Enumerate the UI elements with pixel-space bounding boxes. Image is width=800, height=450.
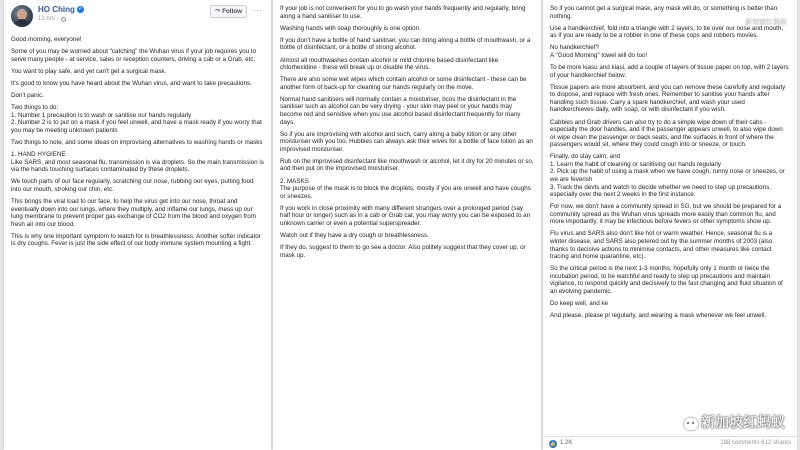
post-paragraph: If your job is not convenient for you to go wash your hands frequently and regularly, bring along a hand sanitiser to use. [280,5,526,20]
post-paragraph: Flu virus and SARS also don't like hot or warm weather. Hence, seasonal flu is a winter disease, and SARS also petered out by the summer months of 2003 (also thanks to decisive actions to minimise contacts, and other measures like contact tracing and home quarantine, etc). [550,230,773,261]
post-paragraph: No handkerchief? A "Good Morning" towel will do too! [550,44,648,59]
post-paragraph: So if you are improvising with alcohol and such, carry along a baby lotion or any other moisturiser with you too. Hubbies can always ask their wives for a bottle of face lotion as an improvised moisturiser. [280,130,533,153]
post-paragraph: Use a handkerchief, fold into a triangle with 2 layers, to tie over our nose and mouth, as if you are ready to be a robber in one of these cops and robbers movies. [550,24,784,40]
like-count[interactable]: 1.2K [560,439,573,446]
post-paragraph: If you work in close proximity with many different strangers over a prolonged period (say half hour or longer) such as in a cab or Grab car, you may worry you can be exposed to an unknown carrier or even a potential superspreader. [280,204,531,227]
post-paragraph: Don't panic. [11,92,44,100]
post-paragraph: Finally, do stay calm, and 1. Learn the habit of cleaning or sanitising our hands regularly 2. Pick up the habit of using a mask when we have cough, runny nose or sneezes, or we are feverish 3. Track the devts and watch to decide whether we need to step up precautions, especially over the next 2 weeks in the first instance. [550,153,785,199]
post-paragraph: This is why one important symptom to watch for is breathlessness. Another softer indicator is dry coughs. Fever is just the side effect of our body immune system mounting a fight. [11,232,261,248]
follow-button[interactable] [210,5,247,18]
wechat-icon [684,418,698,430]
post-paragraph: Watch out if they have a dry cough or breathlessness. [280,232,429,240]
post-paragraph: To be more kiasu and kiasi, add a couple of layers of tissue paper on top, with 2 layers of your handkerchief below. [550,64,789,79]
post-column-2 [273,0,541,450]
dot-separator: · [56,16,59,22]
post-paragraph: If you don't have a bottle of hand sanitiser, you can bring along a bottle of mouthwash, or a bottle of disinfectant, or a bottle of strong alcohol. [280,36,531,52]
post-time[interactable]: 13 hrs [38,16,55,22]
post-paragraph: Washing hands with soap thoroughly is one option. [280,24,421,32]
post-paragraph: So the critical period is the next 1-3 months, hopefully only 1 month or twice the incubation period, to be watchful and ready to step up precautions and maintain vigilance, to respond quickly and decisively to the fast changing and fluid situation of an evolving pandemic. [550,265,783,295]
verified-badge-icon: ✓ [78,6,83,13]
post-paragraph: 1. HAND HYGIENE Like SARS, and most seasonal flu, transmission is via droplets. So the main transmission is via the hands touching surfaces contaminated by these droplets. [11,151,264,174]
post-paragraph: Some of you may be worried about "catching" the Wuhan virus if your job requires you to serve many people - at service, sales or reception counters, driving a cab or a Grab, etc. [11,48,257,63]
watermark-top: 新加坡红蚂蚁 [745,19,787,26]
avatar-body [14,19,30,27]
post-paragraph: This brings the viral load to our face, to help the virus get into our nose, throat and eventually down into our lungs, where they multiply, and inflame our lungs, mess up our lung membrane to prevent proper gas exchange of CO2 from the blood and oxygen from fresh air into our blood. [11,198,256,228]
post-paragraph: Cabbies and Grab drivers can also try to do a simple wipe down of their cabs - especially the door handles, and if the passenger appears unwell, to also wipe down or wipe clean the passenger or back seats, and the surfaces in front of where the passengers would sit, where they could cough into or sneeze, or touch. [550,118,783,149]
post-meta [38,16,66,24]
author-row [38,6,84,14]
post-paragraph: If they do, suggest to them to go see a doctor. Also politely suggest that they cover up, or mask up. [280,244,526,259]
post-column-3 [543,0,797,450]
post-column-1 [4,0,271,450]
comment-share-stats[interactable]: 188 comments 612 shares [720,439,791,446]
rss-icon: ⤳ [215,7,221,14]
post-paragraph: Almost all mouthwashes contain alcohol or mild chlorine based disinfectant like chlorhexidine - these will break up or disable the virus. [280,56,499,72]
author-name[interactable]: HO Ching [38,5,75,14]
post-paragraph: Do keep well, and ke [550,299,609,307]
reactions-bar [543,436,797,450]
post-paragraph: Two things to do: 1. Number 1 precaution is to wash or sanitise our hands regularly 2. Number 2 is to put on a mask if you feel unwell, and have a mask ready if you worry that you may be meeting unknown patients [11,104,262,134]
post-paragraph: Rub on the improvised disinfectant like mouthwash or alcohol, let it dry for 20 minutes or so, and then put on the improvised moisturiser. [280,157,534,173]
post-paragraph: You want to play safe, and yet can't get a surgical mask. [11,67,167,75]
post-paragraph: And please, please pl regularly, and wearing a mask whenever we feel unwell. [550,312,766,320]
avatar[interactable] [11,5,33,27]
post-paragraph: Good morning, everyone! [11,36,82,43]
globe-icon [61,17,66,22]
watermark [684,415,785,432]
post-paragraph: For now, we don't have a community spread in SG, but we should be prepared for a community spread as the Wuhan virus spreads more easily than common flu, and more importantly, it may be infectious before fevers or other symptoms show up. [550,203,782,226]
post-paragraph: We touch parts of our face regularly, scratching our nose, rubbing our eyes, putting food into our mouth, stroking our chin, etc. [11,178,254,193]
post-paragraph: Two things to note, and some ideas on improvising alternatives to washing hands or masks [11,139,263,147]
post-paragraph: 2. MASKS The purpose of the mask is to block the droplets, mostly if you are unwell and have coughs or sneezes. [280,177,531,200]
post-paragraph: So if you cannot get a surgical mask, any mask will do, or something is better than nothing. [550,5,778,20]
post-paragraph: It's good to know you have heard about the Wuhan virus, and want to take precautions. [11,79,252,87]
like-icon[interactable]: 👍 [549,440,557,447]
more-options-icon[interactable]: ··· [253,5,262,15]
post-paragraph: Normal hand sanitisers will normally contain a moisturiser, bcos the disinfectant in the sanitiser such as alcohol can be very drying - your skin may peel or your hands may become red and sensitive when you use alcohol based disinfectant frequently for many days. [280,95,521,126]
watermark-text: 新加坡红蚂蚁 [701,415,785,432]
post-paragraph: Tissue papers are more absorbent, and you can remove these carefully and regularly to dispose, and replace with fresh ones. Remember to sanitise your hands after handling such tissue. Carry a spare handkerchief, and wash your used handkerchieves daily, with soap, or with disinfectant if you wish. [550,83,786,114]
post-header [11,4,264,36]
post-paragraph: There are also some wet wipes which contain alcohol or some disinfectant - these can be another form of back-up for cleaning our hands regularly on the move. [280,76,527,91]
follow-label: Follow [222,7,242,15]
